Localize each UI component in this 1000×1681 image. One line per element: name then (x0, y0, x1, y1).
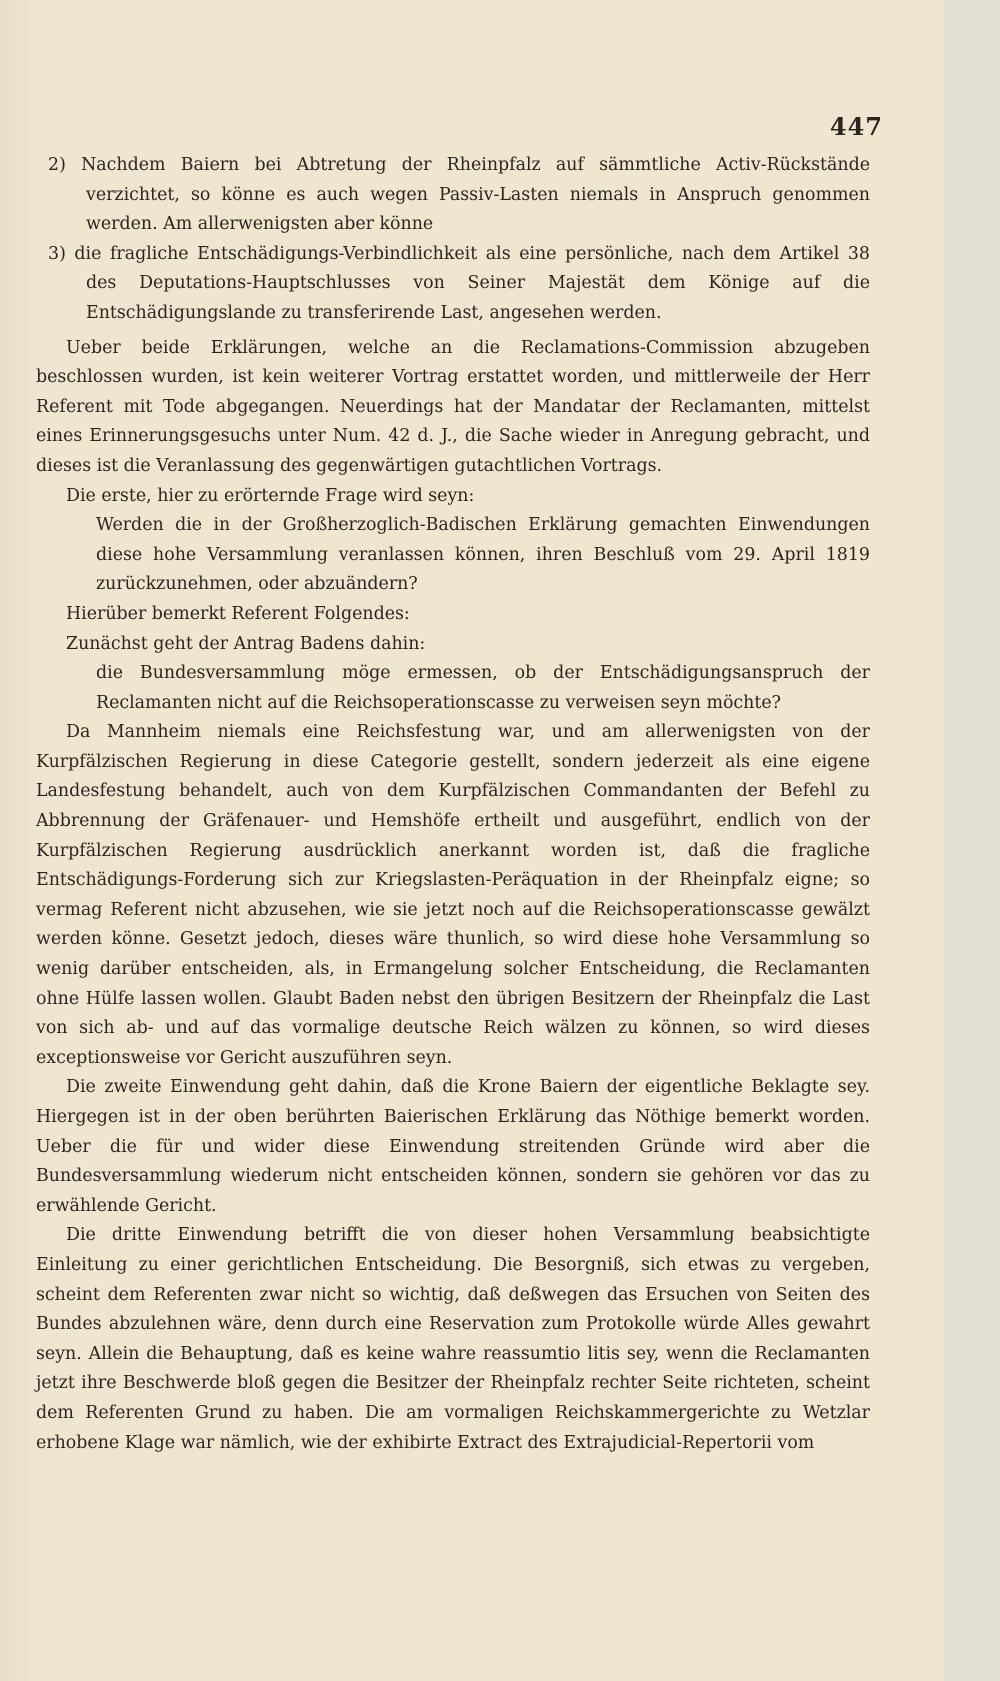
paragraph: Ueber beide Erklärungen, welche an die Reclamations-Commission abzugeben beschlossen wurden, ist kein weiterer Vortrag erstattet worden, und mittlerweile der Herr Referent mit Tode abgegangen. Neuerdings hat der Mandatar der Reclamanten, mittelst eines Erinnerungsgesuchs unter Num. 42 d. J., die Sache wieder in Anregung gebracht, und dieses ist die Veranlassung des gegenwärtigen gutachtlichen Vortrags. (36, 337, 870, 476)
paragraph: Die erste, hier zu erörternde Frage wird seyn: (66, 485, 475, 506)
scan-margin (944, 0, 1000, 1681)
numbered-point-2: 2) Nachdem Baiern bei Abtretung der Rheinpfalz auf sämmtliche Activ-Rückstände verzichtet, so könne es auch wegen Passiv-Lasten niemals in Anspruch genommen werden. Am allerwenigsten aber könne (48, 155, 870, 235)
paragraph: Hierüber bemerkt Referent Folgendes: (66, 603, 410, 624)
paragraph: Da Mannheim niemals eine Reichsfestung war, und am allerwenigsten von der Kurpfälzischen Regierung in diese Categorie gestellt, sondern jederzeit als eine eigene Landesfestung behandelt, auch von dem Kurpfälzischen Commandanten der Befehl zu Abbrennung der Gräfenauer- und Hemshöfe ertheilt und ausgeführt, endlich von der Kurpfälzischen Regierung ausdrücklich anerkannt worden ist, daß die fragliche Entschädigungs-Forderung sich zur Kriegslasten-Peräquation in der Rheinpfalz eigne; so vermag Referent nicht abzusehen, wie sie jetzt noch auf die Reichsoperationscasse gewälzt werden könne. Gesetzt jedoch, dieses wäre thunlich, so wird diese hohe Versammlung so wenig darüber entscheiden, als, in Ermangelung solcher Entscheidung, die Reclamanten ohne Hülfe lassen wollen. Glaubt Baden nebst den übrigen Besitzern der Rheinpfalz die Last von sich ab- und auf das vormalige deutsche Reich wälzen zu können, so wird dieses exceptionsweise vor Gericht auszuführen seyn. (36, 722, 870, 1068)
question: Werden die in der Großherzoglich-Badischen Erklärung gemachten Einwendungen diese hohe Versammlung veranlassen können, ihren Beschluß vom 29. April 1819 zurückzunehmen, oder abzuändern? (96, 515, 870, 595)
page-number: 447 (829, 112, 883, 141)
body-text (36, 151, 870, 1458)
paragraph: Die dritte Einwendung betrifft die von dieser hohen Versammlung beabsichtigte Einleitung zu einer gerichtlichen Entscheidung. Die Besorgniß, sich etwas zu vergeben, scheint dem Referenten zwar nicht so wichtig, daß deßwegen das Ersuchen von Seiten des Bundes abzulehnen wäre, denn durch eine Reservation zum Protokolle würde Alles gewahrt seyn. Allein die Behauptung, daß es keine wahre reassumtio litis sey, wenn die Reclamanten jetzt ihre Beschwerde bloß gegen die Besitzer der Rheinpfalz rechter Seite richteten, scheint dem Referenten Grund zu haben. Die am vormaligen Reichskammergerichte zu Wetzlar erhobene Klage war nämlich, wie der exhibirte Extract des Extrajudicial-Repertorii vom (36, 1225, 870, 1453)
paragraph: Zunächst geht der Antrag Badens dahin: (66, 633, 426, 654)
numbered-point-3: 3) die fragliche Entschädigungs-Verbindlichkeit als eine persönliche, nach dem Artikel 38 des Deputations-Hauptschlusses von Seiner Majestät dem Könige auf die Entschädigungslande zu transferirende Last, angesehen werden. (48, 243, 870, 323)
paragraph: Die zweite Einwendung geht dahin, daß die Krone Baiern der eigentliche Beklagte sey. Hiergegen ist in der oben berührten Baierischen Erklärung das Nöthige bemerkt worden. Ueber die für und wider diese Einwendung streitenden Gründe wird aber die Bundesversammlung wiederum nicht entscheiden können, sondern sie gehören vor das zu erwählende Gericht. (36, 1077, 870, 1216)
motion-quote: die Bundesversammlung möge ermessen, ob der Entschädigungsanspruch der Reclamanten nicht auf die Reichsoperationscasse zu verweisen seyn möchte? (96, 663, 870, 713)
